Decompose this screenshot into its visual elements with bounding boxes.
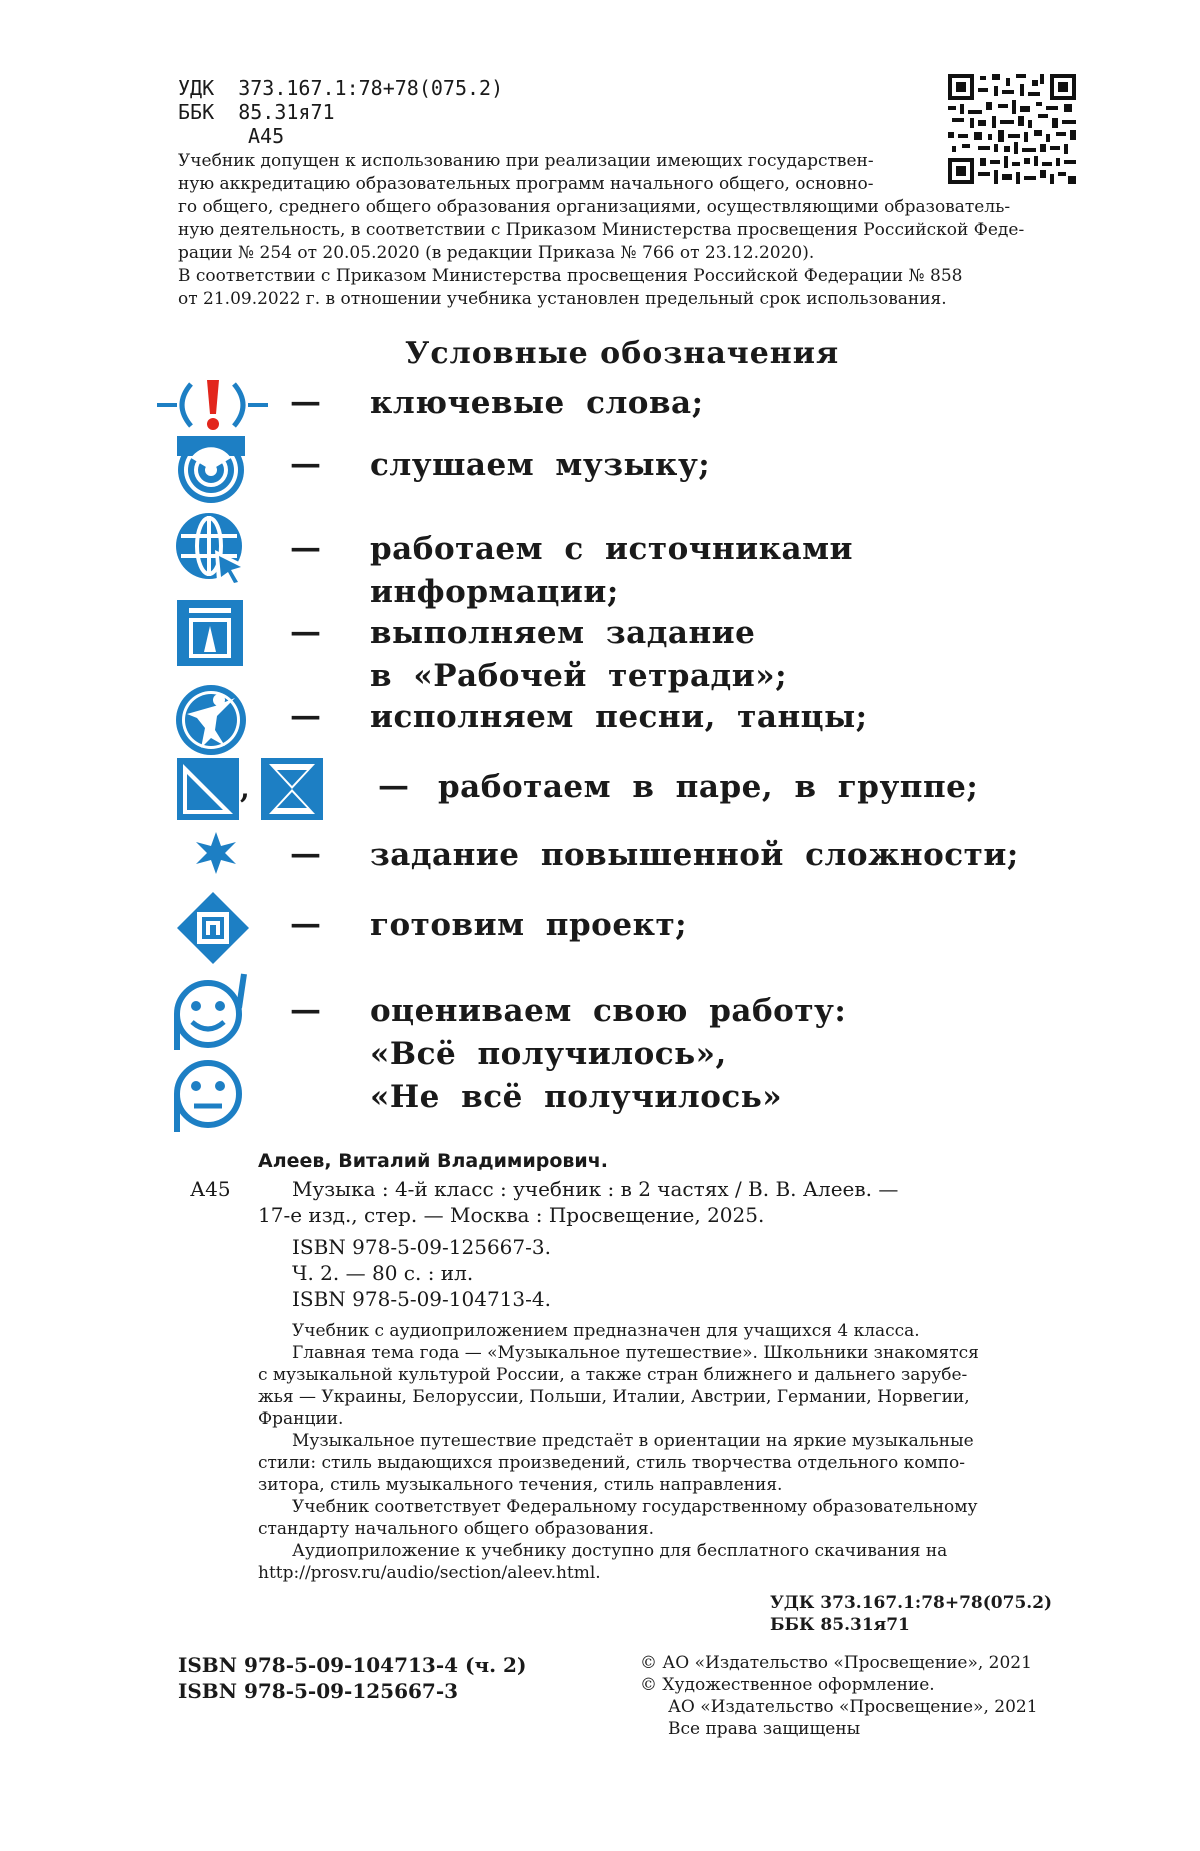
legend-line: оцениваем свою работу: [370,993,847,1029]
advanced-task-icon [193,830,239,876]
legend-item-listen-music [370,444,710,487]
annotation-line: стандарту начального общего образования. [258,1519,655,1539]
udk-label: УДК [178,76,215,100]
annotation-line: Аудиоприложение к учебнику доступно для бесплатного скачивания на [292,1541,948,1561]
legend-dash: — [290,384,321,420]
bbk-bottom: ББК 85.31я71 [770,1615,910,1635]
approval-text [178,150,1028,311]
approval-line: Учебник допущен к использованию при реализации имеющих государствен- [178,151,874,171]
legend-item-advanced-task [370,834,1019,877]
isbn-line: ISBN 978-5-09-104713-4 (ч. 2) [178,1653,527,1677]
legend-dash: — [290,698,321,734]
isbn-full: ISBN 978-5-09-125667-3. [292,1235,551,1259]
author-mark: А45 [248,124,285,148]
songs-dances-icon [175,684,247,756]
annotation-line: с музыкальной культурой России, а также стран ближнего и дальнего зарубе- [258,1365,968,1385]
legend-line: готовим проект; [370,907,688,943]
isbn-line: ISBN 978-5-09-125667-3 [178,1679,459,1703]
approval-line: рации № 254 от 20.05.2020 (в редакции Приказа № 766 от 23.12.2020). [178,243,815,263]
legend-item-info-sources [370,528,853,614]
copyright [640,1652,1070,1740]
legend-dash: — [290,446,321,482]
annotation-line: http://prosv.ru/audio/section/aleev.html. [258,1563,601,1583]
legend-line: «Всё получилось», [370,1036,727,1072]
annotation [258,1320,1048,1584]
legend-line: «Не всё получилось» [370,1079,783,1115]
approval-line: ную аккредитацию образовательных программ начального общего, основно- [178,174,874,194]
book-mark: А45 [190,1177,231,1201]
legend-line: ключевые слова; [370,385,704,421]
approval-line: го общего, среднего общего образования организациями, осуществляющими образователь- [178,197,1011,217]
legend-item-pair-group [438,766,978,809]
legend-item-workbook [370,612,787,698]
legend-dash: — [378,768,409,804]
copyright-line: АО «Издательство «Просвещение», 2021 [668,1697,1038,1717]
book-title-line: Музыка : 4-й класс : учебник : в 2 частях / В. В. Алеев. — [292,1177,899,1201]
udk-value: 373.167.1:78+78(075.2) [238,76,504,100]
copyright-line: © АО «Издательство «Просвещение», 2021 [640,1653,1032,1673]
legend-line: выполняем задание [370,615,756,651]
workbook-icon [177,600,243,666]
approval-line: от 21.09.2022 г. в отношении учебника установлен предельный срок использования. [178,289,947,309]
annotation-line: стили: стиль выдающихся произведений, стиль творчества отдельного компо- [258,1453,965,1473]
legend-line: задание повышенной сложности; [370,837,1019,873]
project-icon [175,890,251,966]
bbk-value: 85.31я71 [238,100,335,124]
part-info: Ч. 2. — 80 с. : ил. [292,1261,474,1285]
isbn-part: ISBN 978-5-09-104713-4. [292,1287,551,1311]
annotation-line: жья — Украины, Белоруссии, Польши, Италии, Австрии, Германии, Норвегии, [258,1387,970,1407]
self-assessment-icon [172,968,258,1134]
legend-item-self-assessment [370,990,846,1119]
annotation-line: Учебник соответствует Федеральному государственному образовательному [292,1497,978,1517]
legend-line: исполняем песни, танцы; [370,699,868,735]
legend-item-key-words [370,382,704,425]
book-author: Алеев, Виталий Владимирович. [258,1150,609,1172]
copyright-line: © Художественное оформление. [640,1675,935,1695]
bbk-line [178,100,335,124]
legend-item-project [370,904,687,947]
udk-bottom: УДК 373.167.1:78+78(075.2) [770,1593,1053,1613]
legend-dash: — [290,906,321,942]
udk-line [178,76,503,100]
pair-comma: , [240,772,250,805]
book-edition-line: 17-е изд., стер. — Москва : Просвещение, 2025. [258,1203,765,1227]
annotation-line: Учебник с аудиоприложением предназначен для учащихся 4 класса. [292,1321,920,1341]
annotation-line: Франции. [258,1409,344,1429]
copyright-line: Все права защищены [668,1719,861,1739]
legend-line: слушаем музыку; [370,447,711,483]
legend-dash: — [290,992,321,1028]
legend-line: в «Рабочей тетради»; [370,658,788,694]
bbk-label: ББК [178,100,215,124]
annotation-line: зитора, стиль музыкального течения, стиль направления. [258,1475,783,1495]
legend-line: работаем с источниками [370,531,854,567]
annotation-line: Музыкальное путешествие предстаёт в ориентации на яркие музыкальные [292,1431,974,1451]
legend-dash: — [290,530,321,566]
legend-dash: — [290,836,321,872]
listen-music-icon [177,436,245,504]
legend-line: работаем в паре, в группе; [438,769,979,805]
pair-group-icon [177,758,325,824]
annotation-line: Главная тема года — «Музыкальное путешествие». Школьники знакомятся [292,1343,979,1363]
key-words-icon [155,378,270,432]
legend-title: Условные обозначения [405,336,840,371]
legend-line: информации; [370,574,619,610]
approval-line: ную деятельность, в соответствии с Приказом Министерства просвещения Российской Феде- [178,220,1025,240]
info-sources-icon [175,512,249,586]
legend-dash: — [290,614,321,650]
legend-item-songs-dances [370,696,868,739]
approval-line: В соответствии с Приказом Министерства просвещения Российской Федерации № 858 [178,266,963,286]
footer-isbn [178,1652,526,1704]
